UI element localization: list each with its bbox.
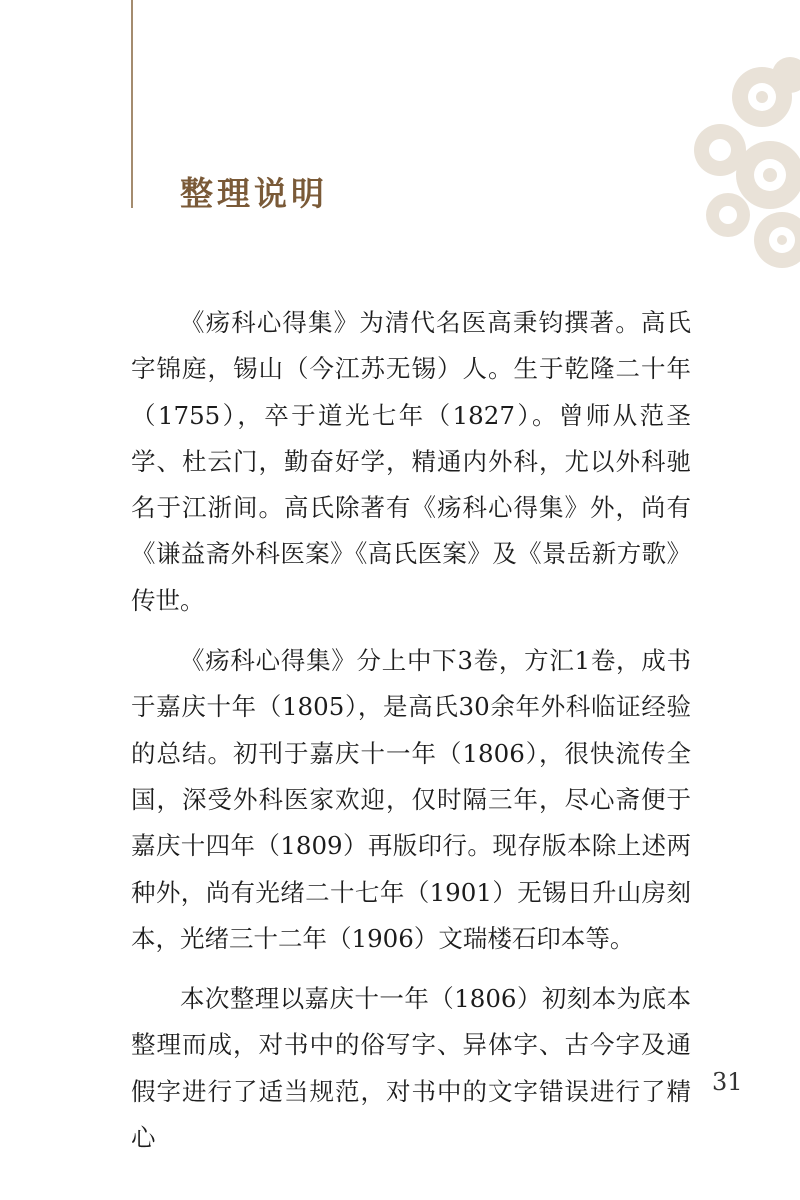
cloud-ornament-icon xyxy=(690,55,800,270)
vertical-rule xyxy=(131,0,133,208)
page-number: 31 xyxy=(712,1068,743,1096)
section-heading: 整理说明 xyxy=(180,174,328,213)
body-text xyxy=(131,300,691,1175)
paragraph: 《疡科心得集》为清代名医高秉钧撰著。高氏字锦庭，锡山（今江苏无锡）人。生于乾隆二十年（1755），卒于道光七年（1827）。曾师从范圣学、杜云门，勤奋好学，精通内外科，尤以外科驰名于江浙间。高氏除著有《疡科心得集》外，尚有《谦益斋外科医案》《高氏医案》及《景岳新方歌》传世。 xyxy=(131,308,691,615)
paragraph: 本次整理以嘉庆十一年（1806）初刻本为底本整理而成，对书中的俗写字、异体字、古今字及通假字进行了适当规范，对书中的文字错误进行了精心 xyxy=(131,984,691,1153)
paragraph: 《疡科心得集》分上中下3卷，方汇1卷，成书于嘉庆十年（1805），是高氏30余年外科临证经验的总结。初刊于嘉庆十一年（1806），很快流传全国，深受外科医家欢迎，仅时隔三年，尽心斋便于嘉庆十四年（1809）再版印行。现存版本除上述两种外，尚有光绪二十七年（1901）无锡日升山房刻本，光绪三十二年（1906）文瑞楼石印本等。 xyxy=(131,646,691,953)
